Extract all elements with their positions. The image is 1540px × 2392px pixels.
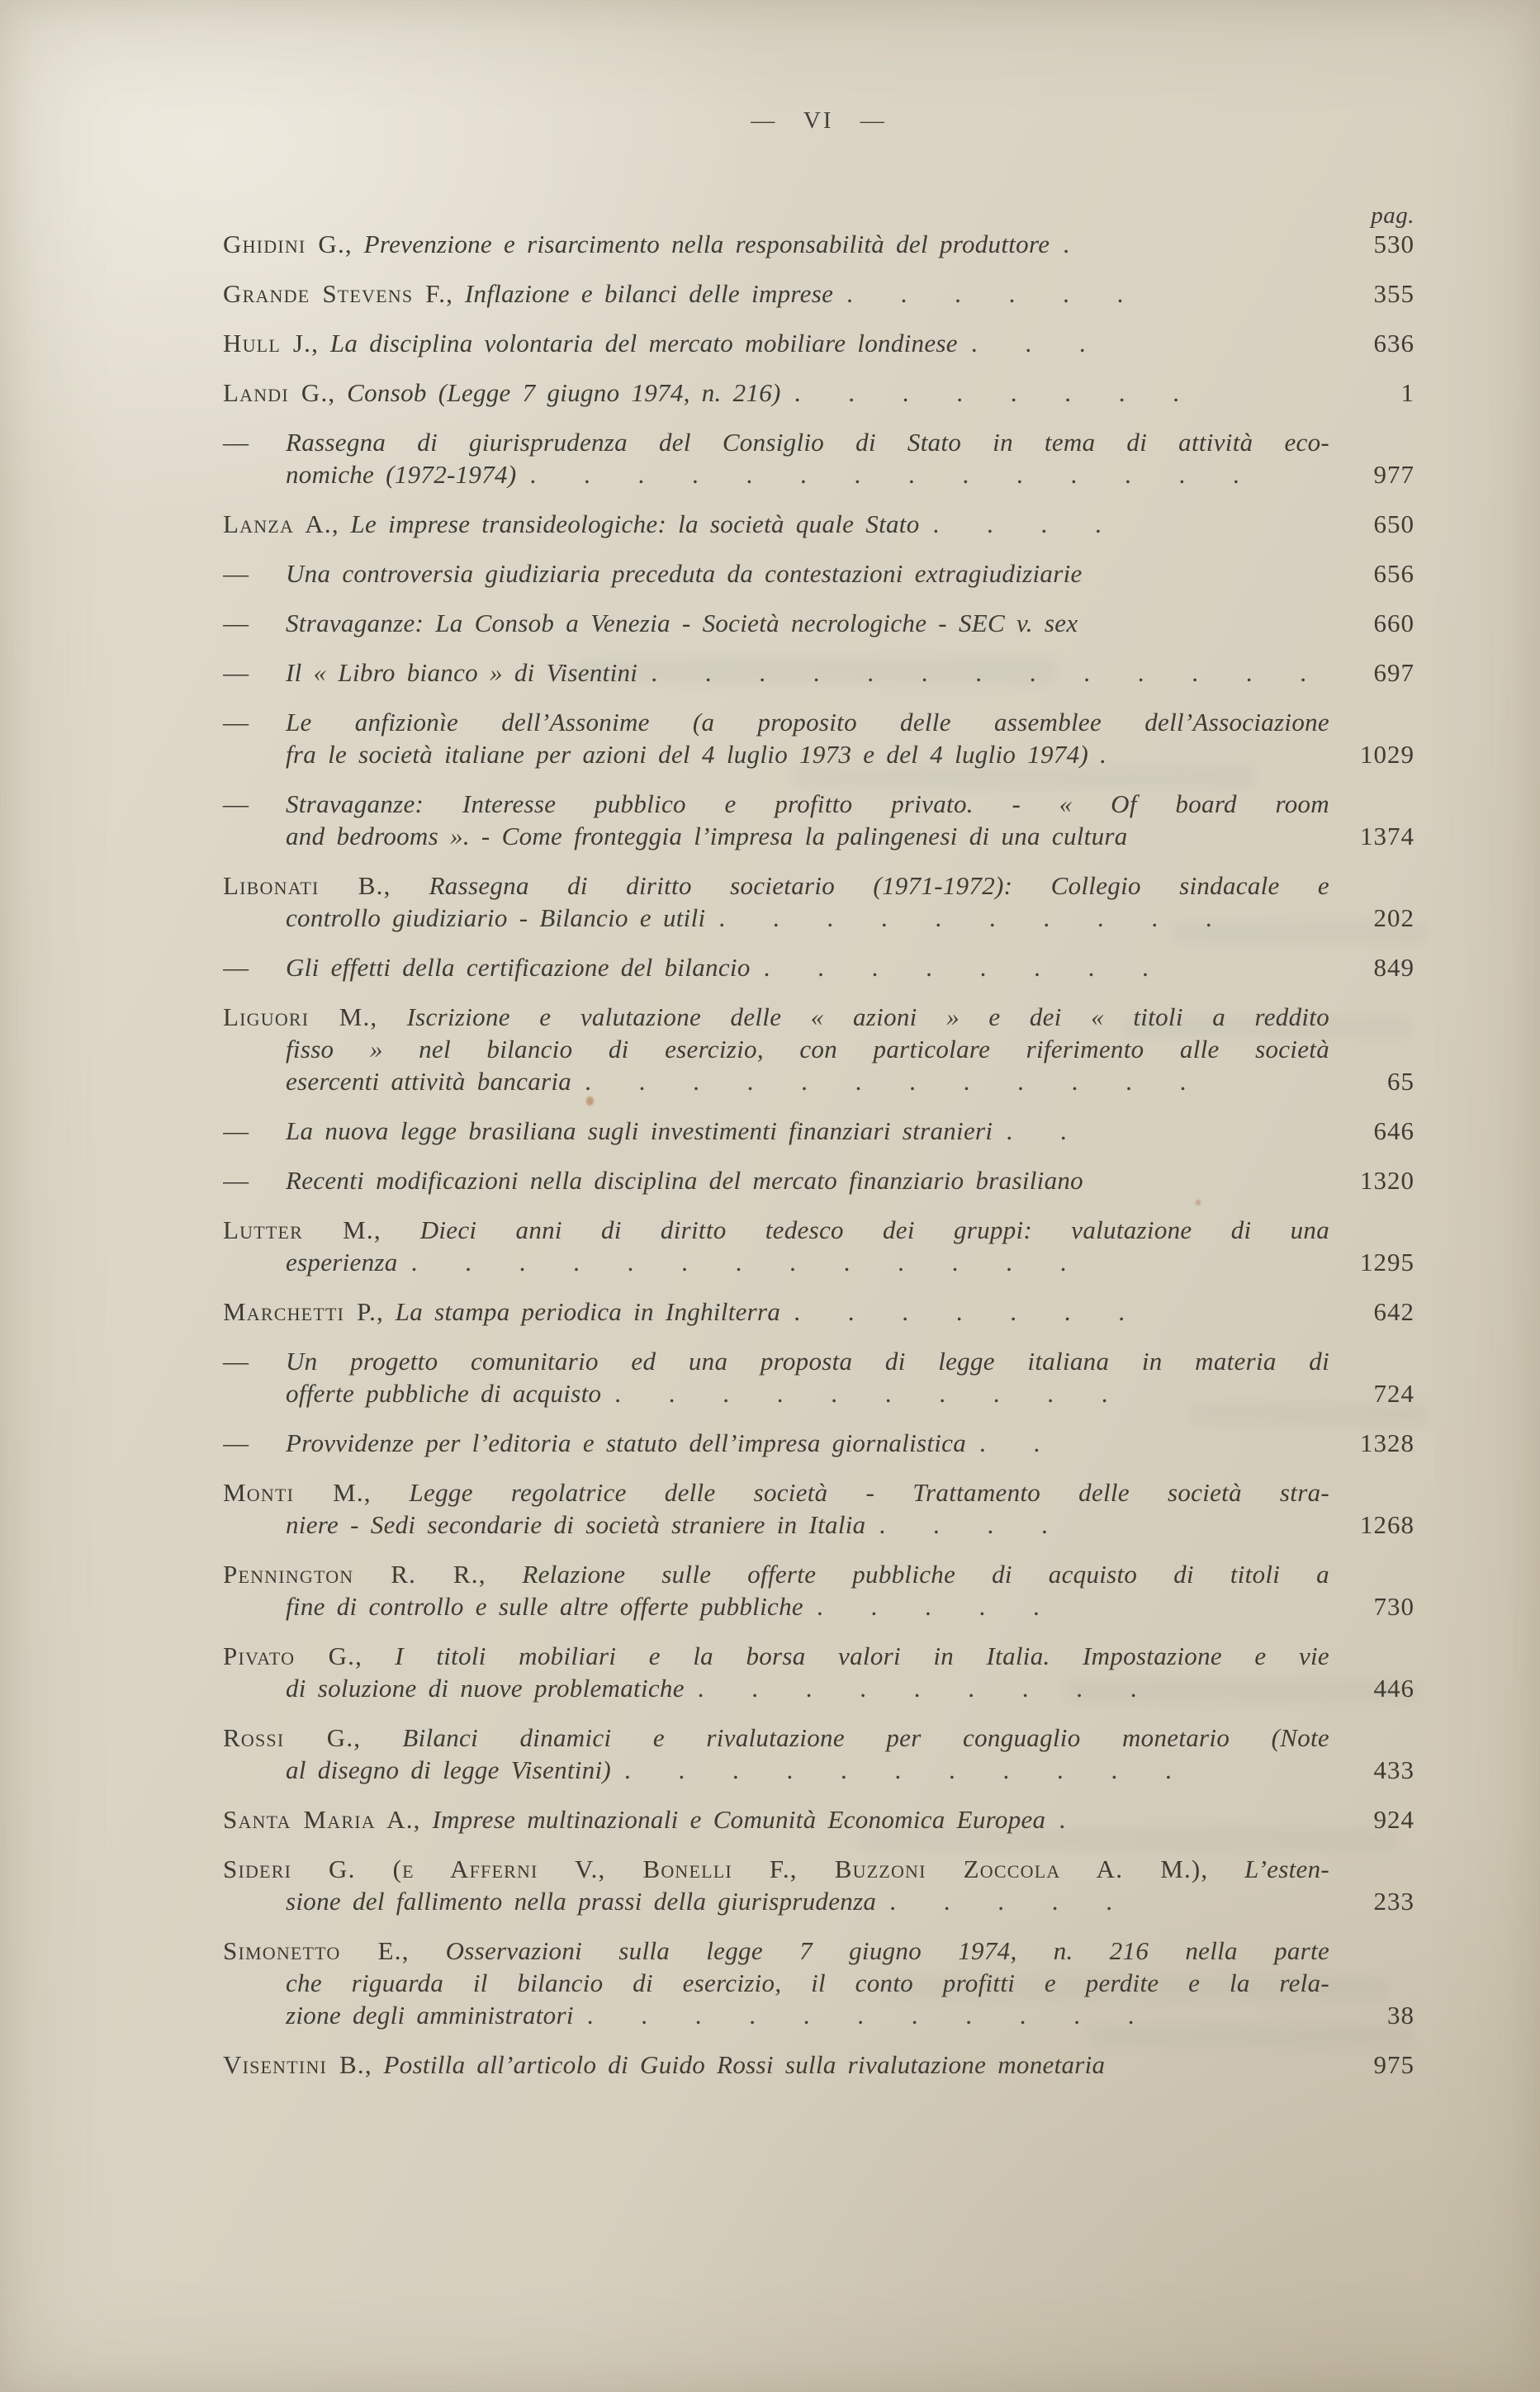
entry-line [223,1214,1329,1246]
entry-author: Rossi G., [223,1723,362,1752]
entry-last-line [223,327,1414,359]
entry-title-line: Prevenzione e risarcimento nella responsabilità del produttore [363,230,1050,258]
entry-title-line: sione del fallimento nella prassi della giurisprudenza [286,1887,877,1916]
entry-text [223,1164,1083,1196]
entry-page-number: 724 [1373,1379,1414,1408]
entry-page-number: 977 [1373,460,1414,489]
entry-title-line: Bilanci dinamici e rivalutazione per conguaglio monetario (Note [402,1723,1329,1752]
entry-line [223,1345,1329,1377]
dot-leader: . . . . . . . . . [697,1674,1137,1703]
dot-leader: . . . . . . . . . . . [624,1755,1172,1784]
entry-title-line: Imprese multinazionali e Comunità Economica Europea [432,1805,1046,1834]
entry-last-line [223,508,1414,540]
entry-page-number: 1268 [1360,1510,1414,1539]
entry-last-line [223,1065,1414,1097]
entry-title-line: La stampa periodica in Inghilterra [395,1297,781,1326]
entry-text [286,458,516,490]
entry-title-line: La disciplina volontaria del mercato mobiliare londinese [329,329,958,358]
entry-author: Libonati B., [223,871,391,900]
toc-entry [223,869,1414,934]
entry-title-line: controllo giudiziario - Bilancio e utili [286,903,706,932]
dot-leader: . . [1006,1116,1067,1145]
entry-title-line: al disegno di legge Visentini) [286,1755,612,1784]
entry-text [286,820,1128,852]
entry-author: Hull J., [223,329,320,358]
toc-entry [223,1558,1414,1622]
entry-last-line [223,1885,1414,1917]
entry-last-line [223,458,1414,490]
entry-page-number: 355 [1373,279,1414,308]
same-author-dash-icon: — [223,1116,249,1145]
entry-page-number: 636 [1373,329,1414,358]
entry-author: Pennington R. R., [223,1560,486,1589]
entry-title-line: Gli effetti della certificazione del bilancio [286,953,751,982]
toc-entry [223,1115,1414,1147]
entry-last-line [223,738,1414,770]
toc-entry [223,2049,1414,2081]
same-author-dash-icon: — [223,953,249,982]
entry-page-number: 646 [1373,1116,1414,1145]
entry-title-line: Recenti modificazioni nella disciplina del mercato finanziario brasiliano [286,1166,1083,1195]
same-author-dash-icon: — [223,658,249,687]
same-author-dash-icon: — [223,708,249,737]
toc-entry [223,1295,1414,1328]
dot-leader: . . . . [932,509,1102,538]
entry-page-number: 730 [1373,1592,1414,1621]
entry-title-line: Relazione sulle offerte pubbliche di acquisto di titoli a [522,1560,1329,1589]
dot-leader: . . . . . . . . . . . [586,2001,1135,2030]
entry-title-line: Inflazione e bilanci delle imprese [464,279,834,308]
dot-leader: . . [979,1428,1040,1457]
entry-title-line: di soluzione di nuove problematiche [286,1674,685,1703]
entry-last-line [223,1295,1414,1328]
entry-last-line [223,951,1414,983]
entry-line [223,1722,1329,1754]
toc-entry [223,228,1414,260]
toc-entry [223,426,1414,490]
entry-text [286,1590,803,1622]
entry-author: Lanza A., [223,509,339,538]
dot-leader: . . . . . . . [794,1297,1125,1326]
entry-title-line: fisso » nel bilancio di esercizio, con particolare riferimento alle società [286,1035,1329,1063]
entry-title-line: La nuova legge brasiliana sugli investimenti finanziari stranieri [286,1116,993,1145]
entry-last-line [223,377,1414,409]
entry-page-number: 446 [1373,1674,1414,1703]
entry-text [223,1115,993,1147]
entry-line [223,1476,1329,1509]
entry-title-line: Iscrizione e valutazione delle « azioni » e dei « titoli a reddito [406,1002,1330,1031]
entry-last-line [223,607,1414,639]
dot-leader: . [1059,1805,1066,1834]
same-author-dash-icon: — [223,559,249,588]
entry-title-line: niere - Sedi secondarie di società straniere in Italia [286,1510,866,1539]
entry-line [223,1033,1329,1065]
entry-page-number: 1 [1400,378,1414,407]
entry-title-line: Una controversia giudiziaria preceduta da contestazioni extragiudiziarie [286,559,1083,588]
dot-leader: . . . . . . . . . . . . . [651,658,1306,687]
toc-entry [223,1935,1414,2031]
entry-page-number: 697 [1373,658,1414,687]
entry-title-line: Postilla all’articolo di Guido Rossi sulla rivalutazione monetaria [383,2050,1106,2079]
entry-line [223,1853,1329,1885]
same-author-dash-icon: — [223,1347,249,1376]
entry-line [223,869,1329,902]
entry-last-line [223,557,1414,590]
entry-last-line [223,1590,1414,1622]
dot-leader: . . . . . [816,1592,1040,1621]
entry-title-line: esperienza [286,1248,398,1277]
toc-entry [223,788,1414,852]
entry-title-line: fra le società italiane per azioni del 4 luglio 1973 e del 4 luglio 1974) . [286,740,1107,769]
toc-entry [223,1345,1414,1409]
entry-author: Liguori M., [223,1002,378,1031]
entry-last-line [223,820,1414,852]
toc-entry [223,1803,1414,1835]
entry-text [223,607,1078,639]
entry-line [223,1558,1329,1590]
entry-line [223,1935,1329,1967]
entry-last-line [223,902,1414,934]
entry-page-number: 433 [1373,1755,1414,1784]
toc-entry [223,1722,1414,1786]
toc-entry [223,327,1414,359]
entry-title-line: and bedrooms ». - Come fronteggia l’impresa la palingenesi di una cultura [286,822,1128,850]
entry-last-line [223,1246,1414,1278]
dot-leader: . . . . . . . . . . [614,1379,1108,1408]
entry-page-number: 650 [1373,509,1414,538]
entry-last-line [223,1427,1414,1459]
entry-text [286,1509,865,1541]
entry-page-number: 1029 [1360,740,1414,769]
same-author-dash-icon: — [223,1166,249,1195]
toc-list [223,228,1414,2081]
entry-author: Marchetti P., [223,1297,384,1326]
dot-leader: . [1063,230,1070,258]
toc-entry [223,1427,1414,1459]
dot-leader: . . . . . . . . [763,953,1149,982]
entry-text [223,951,751,983]
entry-title-line: Dieci anni di diritto tedesco dei gruppi: valutazione di una [419,1215,1329,1244]
entry-title-line: Il « Libro bianco » di Visentini [286,658,638,687]
entry-page-number: 530 [1373,230,1414,258]
entry-line [223,1967,1329,1999]
entry-text [286,1885,876,1917]
entry-title-line: che riguarda il bilancio di esercizio, il conto profitti e perdite e la rela- [286,1968,1329,1997]
entry-line [223,706,1329,738]
entry-author: Monti M., [223,1478,372,1507]
entry-text [286,1246,398,1278]
entry-author: Sideri G. (e Afferni V., Bonelli F., Buzzoni Zoccola A. M.), [223,1854,1209,1883]
entry-title-line: L’esten- [1244,1854,1330,1883]
entry-text [223,1803,1045,1835]
entry-author: Landi G., [223,378,336,407]
entry-page-number: 233 [1373,1887,1414,1916]
entry-text [286,738,1106,770]
dot-leader: . . . . [879,1510,1048,1539]
entry-author: Pivato G., [223,1641,363,1670]
content-area [223,106,1414,2098]
entry-title-line: offerte pubbliche di acquisto [286,1379,602,1408]
entry-page-number: 849 [1373,953,1414,982]
entry-page-number: 660 [1373,609,1414,637]
entry-title-line: zione degli amministratori [286,2001,574,2030]
toc-entry [223,607,1414,639]
toc-entry [223,508,1414,540]
entry-text [223,1427,966,1459]
entry-last-line [223,1999,1414,2031]
entry-text [223,1295,780,1328]
toc-entry [223,1164,1414,1196]
toc-entry [223,1640,1414,1704]
entry-page-number: 65 [1387,1067,1414,1096]
entry-last-line [223,2049,1414,2081]
entry-line [223,788,1329,820]
entry-title-line: nomiche (1972-1974) [286,460,517,489]
entry-text [286,1672,685,1704]
entry-author: Santa Maria A., [223,1805,421,1834]
dot-leader: . . . . . [889,1887,1112,1916]
entry-title-line: Le anfizionìe dell’Assonime (a proposito delle assemblee dell’Associazione [286,708,1329,737]
entry-page-number: 1374 [1360,822,1414,850]
entry-title-line: Provvidenze per l’editoria e statuto dell’impresa giornalistica [286,1428,967,1457]
toc-entry [223,277,1414,310]
entry-title-line: esercenti attività bancaria [286,1067,572,1096]
entry-text [286,1754,611,1786]
entry-author: Lutter M., [223,1215,381,1244]
same-author-dash-icon: — [223,428,249,457]
entry-author: Ghidini G., [223,230,353,258]
toc-entry [223,656,1414,689]
entry-title-line: Le imprese transideologiche: la società quale Stato [350,509,920,538]
entry-page-number: 656 [1373,559,1414,588]
entry-title-line: Stravaganze: Interesse pubblico e profitto privato. - « Of board room [286,789,1329,818]
entry-text [286,1999,574,2031]
entry-text [223,228,1050,260]
dot-leader: . . . . . . . . [794,378,1179,407]
entry-page-number: 38 [1387,2001,1414,2030]
same-author-dash-icon: — [223,1428,249,1457]
dot-leader: . . . . . . . . . . . . . . [529,460,1239,489]
same-author-dash-icon: — [223,609,249,637]
same-author-dash-icon: — [223,789,249,818]
entry-text [223,508,920,540]
entry-title-line: fine di controllo e sulle altre offerte pubbliche [286,1592,803,1621]
entry-author: Simonetto E., [223,1936,410,1965]
entry-title-line: Consob (Legge 7 giugno 1974, n. 216) [347,378,781,407]
entry-title-line: Stravaganze: La Consob a Venezia - Società necrologiche - SEC v. sex [286,609,1078,637]
entry-text [286,1065,571,1097]
entry-page-number: 1295 [1360,1248,1414,1277]
dot-leader: . . . . . . . . . . [718,903,1212,932]
toc-entry [223,1001,1414,1097]
entry-text [286,1377,601,1409]
entry-page-number: 975 [1373,2050,1414,2079]
entry-last-line [223,1803,1414,1835]
entry-text [223,2049,1105,2081]
entry-last-line [223,277,1414,310]
entry-last-line [223,656,1414,689]
entry-last-line [223,1509,1414,1541]
entry-text [223,377,781,409]
entry-text [223,277,833,310]
dot-leader: . . . . . . . . . . . . [585,1067,1187,1096]
entry-last-line [223,1115,1414,1147]
dot-leader: . . . . . . . . . . . . . [410,1248,1067,1277]
entry-text [286,902,705,934]
entry-title-line: Legge regolatrice delle società - Trattamento delle società stra- [409,1478,1329,1507]
page-column-label: pag. [1371,202,1414,229]
entry-title-line: I titoli mobiliari e la borsa valori in Italia. Impostazione e vie [395,1641,1329,1670]
dot-leader: . . . . . . [846,279,1124,308]
entry-author: Grande Stevens F., [223,279,454,308]
entry-title-line: Un progetto comunitario ed una proposta di legge italiana in materia di [286,1347,1329,1376]
toc-entry [223,1476,1414,1541]
toc-entry [223,377,1414,409]
dot-leader: . . . [970,329,1086,358]
toc-entry [223,706,1414,770]
entry-page-number: 202 [1373,903,1414,932]
entry-page-number: 924 [1373,1805,1414,1834]
entry-text [223,557,1083,590]
toc-entry [223,1214,1414,1278]
entry-text [223,327,958,359]
entry-last-line [223,1754,1414,1786]
entry-line [223,1640,1329,1672]
entry-line [223,1001,1329,1033]
entry-author: Visentini B., [223,2050,372,2079]
entry-last-line [223,1164,1414,1196]
entry-title-line: Rassegna di diritto societario (1971-1972): Collegio sindacale e [429,871,1329,900]
entry-page-number: 1320 [1360,1166,1414,1195]
entry-text [223,656,637,689]
entry-line [223,426,1329,458]
entry-title-line: Rassegna di giurisprudenza del Consiglio di Stato in tema di attività eco- [286,428,1329,457]
toc-entry [223,557,1414,590]
entry-page-number: 642 [1373,1297,1414,1326]
entry-last-line [223,1672,1414,1704]
toc-entry [223,951,1414,983]
entry-page-number: 1328 [1360,1428,1414,1457]
page-number-header: — VI — [751,107,887,134]
entry-last-line [223,228,1414,260]
entry-title-line: Osservazioni sulla legge 7 giugno 1974, n. 216 nella parte [445,1936,1330,1965]
entry-last-line [223,1377,1414,1409]
toc-entry [223,1853,1414,1917]
